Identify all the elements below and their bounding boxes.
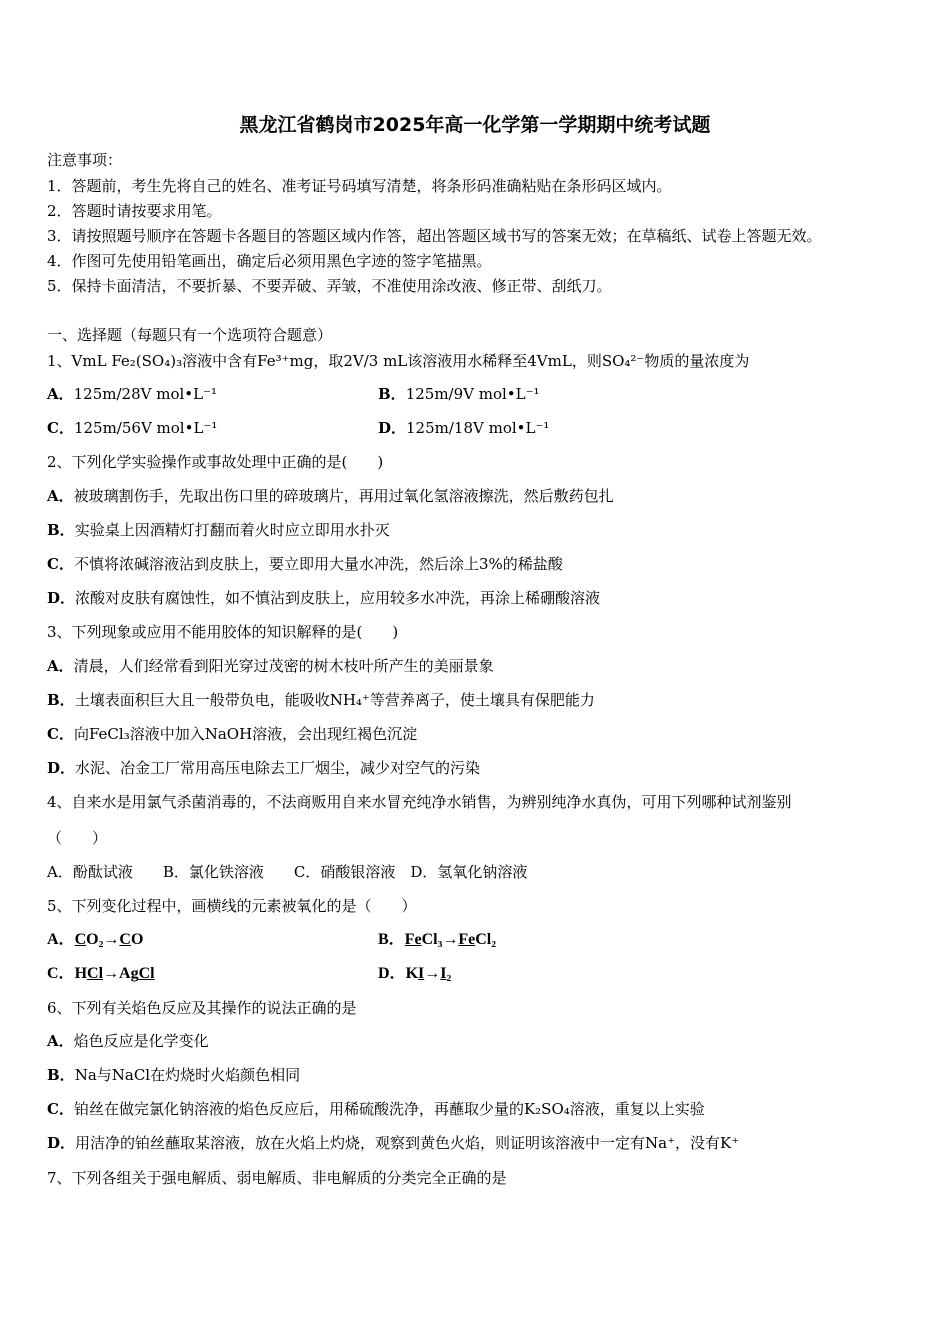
q1-option-c	[47, 418, 217, 438]
q3-option-b	[47, 690, 595, 710]
formula-part: →Ag	[103, 965, 139, 982]
option-text: 水泥、冶金工厂常用高压电除去工厂烟尘，减少对空气的污染	[75, 759, 481, 777]
q3-option-a	[47, 656, 494, 676]
formula-part: Cl₃→	[421, 931, 459, 948]
q1-stem: 1、VmL Fe₂(SO₄)₃溶液中含有Fe³⁺mg，取2V/3 mL该溶液用水稀释至4VmL，则SO₄²⁻物质的量浓度为	[47, 352, 750, 370]
option-label: A．	[47, 931, 75, 948]
option-label: D．	[378, 965, 406, 982]
option-label: B．	[378, 931, 405, 948]
underlined-element: C	[74, 931, 87, 948]
q1-option-d	[378, 418, 549, 438]
option-label: D．	[47, 759, 76, 777]
formula-part: →	[424, 965, 441, 982]
q6-option-d	[47, 1133, 739, 1153]
q6-stem: 6、下列有关焰色反应及其操作的说法正确的是	[47, 999, 357, 1017]
underlined-element: I	[418, 965, 425, 982]
q3-option-d	[47, 758, 480, 778]
underlined-element: Cl	[87, 965, 104, 982]
option-text: 125m/9V mol•L⁻¹	[405, 385, 540, 403]
option-text: 浓酸对皮肤有腐蚀性，如不慎沾到皮肤上，应用较多水冲洗，再涂上稀硼酸溶液	[75, 589, 601, 607]
q5-option-c	[47, 964, 155, 984]
underlined-element: C	[119, 931, 131, 948]
underlined-element: Fe	[458, 931, 476, 948]
option-label: C．	[47, 555, 74, 573]
notice-heading: 注意事项：	[47, 151, 123, 169]
q3-stem: 3、下列现象或应用不能用胶体的知识解释的是( )	[47, 623, 399, 641]
option-label: A．	[47, 657, 74, 675]
option-text: 不慎将浓碱溶液沾到皮肤上，要立即用大量水冲洗，然后涂上3%的稀盐酸	[73, 555, 563, 573]
notice-item: 3．请按照题号顺序在答题卡各题目的答题区域内作答，超出答题区域书写的答案无效；在草稿纸、试卷上答题无效。	[47, 227, 822, 245]
notice-item: 2．答题时请按要求用笔。	[47, 202, 222, 220]
option-label: B．	[378, 385, 406, 403]
option-text: 土壤表面积巨大且一般带负电，能吸收NH₄⁺等营养离子，使土壤具有保肥能力	[74, 691, 595, 709]
q5-option-d	[378, 964, 451, 984]
option-text: 被玻璃割伤手，先取出伤口里的碎玻璃片，再用过氧化氢溶液擦洗，然后敷药包扎	[73, 487, 614, 505]
option-label: A．	[47, 385, 74, 403]
option-label: B．	[47, 691, 75, 709]
q4-paren: （ ）	[47, 829, 108, 847]
option-text: 用洁净的铂丝蘸取某溶液，放在火焰上灼烧，观察到黄色火焰，则证明该溶液中一定有Na⁺，没有K⁺	[75, 1134, 740, 1152]
option-text: 焰色反应是化学变化	[73, 1032, 209, 1050]
formula-part: K	[405, 965, 419, 982]
q2-stem: 2、下列化学实验操作或事故处理中正确的是( )	[47, 453, 384, 471]
q1-option-a	[47, 384, 217, 404]
option-label: D．	[47, 1134, 76, 1152]
option-label: D．	[47, 589, 76, 607]
q1-option-b	[378, 384, 540, 404]
option-text: 125m/18V mol•L⁻¹	[406, 419, 550, 437]
q6-option-c	[47, 1099, 705, 1119]
option-text: 清晨，人们经常看到阳光穿过茂密的树木枝叶所产生的美丽景象	[73, 657, 494, 675]
option-text: 铂丝在做完氯化钠溶液的焰色反应后，用稀硫酸洗净，再蘸取少量的K₂SO₄溶液，重复以上实验	[73, 1100, 705, 1118]
q7-stem: 7、下列各组关于强电解质、弱电解质、非电解质的分类完全正确的是	[47, 1169, 507, 1187]
option-label: B．	[47, 1066, 75, 1084]
q6-option-a	[47, 1031, 209, 1051]
q6-option-b	[47, 1065, 300, 1085]
underlined-element: I	[440, 965, 447, 982]
formula-part: H	[74, 965, 88, 982]
underlined-element: Fe	[404, 931, 422, 948]
option-label: C．	[47, 419, 74, 437]
option-label: C．	[47, 725, 74, 743]
option-label: C．	[47, 965, 75, 982]
notice-item: 5．保持卡面清洁，不要折暴、不要弄破、弄皱，不准使用涂改液、修正带、刮纸刀。	[47, 277, 612, 295]
option-label: D．	[378, 419, 407, 437]
q2-option-b	[47, 520, 390, 540]
notice-item: 4．作图可先使用铅笔画出，确定后必须用黑色字迹的签字笔描黑。	[47, 252, 492, 270]
q5-option-a	[47, 930, 143, 950]
q5-option-b	[378, 930, 496, 950]
page-title: 黑龙江省鹤岗市2025年高一化学第一学期期中统考试题	[239, 114, 711, 136]
option-text: 125m/56V mol•L⁻¹	[73, 419, 218, 437]
underlined-element: Cl	[138, 965, 155, 982]
q2-option-c	[47, 554, 563, 574]
q5-stem: 5、下列变化过程中，画横线的元素被氧化的是（ ）	[47, 897, 417, 915]
option-label: A．	[47, 1032, 74, 1050]
q4-options: A．酚酞试液 B．氯化铁溶液 C．硝酸银溶液 D．氢氧化钠溶液	[47, 863, 528, 881]
option-text: 125m/28V mol•L⁻¹	[73, 385, 218, 403]
q2-option-d	[47, 588, 600, 608]
formula-part: Cl₂	[475, 931, 497, 948]
option-label: B．	[47, 521, 75, 539]
option-text: 实验桌上因酒精灯打翻而着火时应立即用水扑灭	[74, 521, 390, 539]
option-text: Na与NaCl在灼烧时火焰颜色相同	[74, 1066, 301, 1084]
option-label: C．	[47, 1100, 74, 1118]
q3-option-c	[47, 724, 417, 744]
formula-part: ₂	[446, 965, 452, 982]
q2-option-a	[47, 486, 614, 506]
q4-stem: 4、自来水是用氯气杀菌消毒的，不法商贩用自来水冒充纯净水销售，为辨别纯净水真伪，可用下列哪种试剂鉴别	[47, 793, 792, 811]
section-heading: 一、选择题（每题只有一个选项符合题意）	[47, 326, 333, 344]
formula-part: O₂→	[86, 931, 120, 948]
option-text: 向FeCl₃溶液中加入NaOH溶液，会出现红褐色沉淀	[73, 725, 418, 743]
formula-part: O	[130, 931, 144, 948]
notice-item: 1．答题前，考生先将自己的姓名、准考证号码填写清楚，将条形码准确粘贴在条形码区域内。	[47, 177, 672, 195]
option-label: A．	[47, 487, 74, 505]
